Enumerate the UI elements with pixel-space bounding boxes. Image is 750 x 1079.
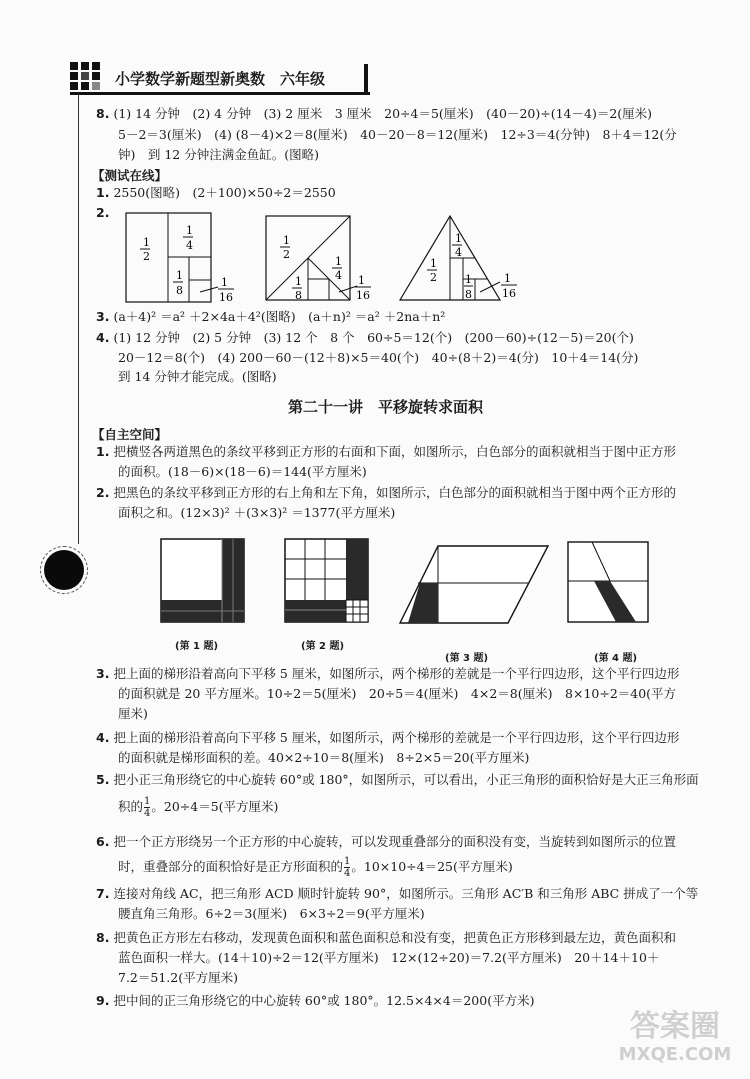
svg-text:16: 16 — [356, 289, 370, 302]
item1-line-2: 的面积。(18－6)×(18－6)＝144(平方厘米) — [118, 464, 367, 479]
svg-text:1: 1 — [455, 232, 462, 245]
figure-1-caption: (第 1 题) — [175, 641, 219, 652]
svg-text:1: 1 — [465, 273, 472, 286]
margin-circle-icon — [44, 550, 84, 590]
t2-figure-square-diagonal — [262, 212, 374, 304]
item9-line-1: 9. 把中间的正三角形绕它的中心旋转 60°或 180°。12.5×4×4＝200(平方米) — [96, 993, 535, 1008]
watermark-text: 答案圈 — [630, 1009, 720, 1044]
item8-line-1: 8. 把黄色正方形左右移动，发现黄色面积和蓝色面积总和没有变，把黄色正方形移到最左边，黄色面积和 — [96, 930, 676, 945]
t2-figure-rectangle — [125, 212, 237, 304]
item4-line-2: 的面积就是梯形面积的差。40×2÷10＝8(厘米) 8÷2×5＝20(平方厘米) — [118, 750, 530, 765]
test-heading: 【测试在线】 — [92, 168, 168, 183]
t1-line: 1. 2550(图略) (2＋100)×50÷2＝2550 — [96, 185, 336, 200]
svg-text:1: 1 — [335, 255, 342, 268]
watermark — [610, 1010, 740, 1072]
item6-line-1: 6. 把一个正方形绕另一个正方形的中心旋转，可以发现重叠部分的面积没有变，当旋转到如图所示的位置 — [96, 834, 676, 849]
t3-line: 3. (a＋4)² ＝a² ＋2×4a＋4²(图略) (a＋n)² ＝a² ＋2na＋n² — [96, 309, 446, 324]
item5-line-2: 积的 $\frac{1}{4}$ 。20÷4＝5(平方厘米) — [118, 796, 279, 819]
figure-4-caption: (第 4 题) — [594, 653, 638, 664]
item4-line-1: 4. 把上面的梯形沿着高向下平移 5 厘米，如图所示，两个梯形的差就是一个平行四边形，这个平行四边形 — [96, 730, 680, 745]
svg-text:4: 4 — [455, 246, 462, 259]
svg-text:1: 1 — [176, 269, 183, 282]
svg-text:4: 4 — [335, 269, 342, 282]
t4-line-3: 到 14 分钟才能完成。(图略) — [118, 369, 277, 384]
item8-line-2: 蓝色面积一样大。(14＋10)÷2＝12(平方厘米) 12×(12÷20)＝7.2(平方厘米) 20＋14＋10＋ — [118, 950, 660, 965]
q8-line-2: 5－2＝3(厘米) (4) (8－4)×2＝8(厘米) 40－20－8＝12(厘米) 12÷3＝4(分钟) 8＋4＝12(分 — [118, 127, 677, 142]
svg-text:16: 16 — [502, 287, 516, 300]
svg-text:1: 1 — [283, 234, 290, 247]
item3-line-2: 的面积就是 20 平方厘米。10÷2＝5(厘米) 20÷5＝4(厘米) 4×2＝8(厘米) 8×10÷2＝40(平方 — [118, 686, 677, 701]
svg-text:1: 1 — [295, 275, 302, 288]
t4-line-2: 20－12＝8(个) (4) 200－60－(12＋8)×5＝40(个) 40÷(8＋2)＝4(分) 10＋4＝14(分) — [118, 350, 639, 365]
figure-3-caption: (第 3 题) — [445, 653, 489, 664]
figure-2-caption: (第 2 题) — [301, 641, 345, 652]
svg-text:8: 8 — [176, 284, 183, 297]
item6-line-2: 时，重叠部分的面积恰好是正方形面积的 $\frac{1}{4}$ 。10×10÷4＝25(平方厘米) — [118, 856, 513, 879]
svg-text:8: 8 — [295, 289, 302, 302]
left-margin-rule — [78, 94, 79, 544]
q8-line-1: 8. (1) 14 分钟 (2) 4 分钟 (3) 2 厘米 3 厘米 20÷4＝5(厘米) (40－20)÷(14－4)＝2(厘米) — [96, 106, 653, 121]
svg-text:8: 8 — [465, 288, 472, 301]
svg-text:1: 1 — [430, 257, 437, 270]
item8-line-3: 7.2＝51.2(平方厘米) — [118, 970, 238, 985]
item5-line-1: 5. 把小正三角形绕它的中心旋转 60°或 180°，如图所示，可以看出，小正三角形的面积恰好是大正三角形面 — [96, 772, 699, 787]
t4-line-1: 4. (1) 12 分钟 (2) 5 分钟 (3) 12 个 8 个 60÷5＝12(个) (200－60)÷(12－5)＝20(个) — [96, 330, 634, 345]
item2-line-1: 2. 把黑色的条纹平移到正方形的右上角和左下角，如图所示，白色部分的面积就相当于图中两个正方形的 — [96, 485, 676, 500]
header-logo-icon — [70, 62, 102, 90]
svg-text:2: 2 — [283, 248, 290, 261]
t2-num: 2. — [96, 205, 110, 220]
item2-line-2: 面积之和。(12×3)² ＋(3×3)² ＝1377(平方厘米) — [118, 505, 396, 520]
q8-line-3: 钟) 到 12 分钟注满金鱼缸。(图略) — [118, 147, 319, 162]
header-vertical-bar — [364, 64, 368, 94]
svg-text:2: 2 — [430, 271, 437, 284]
svg-text:2: 2 — [143, 250, 150, 263]
item3-line-1: 3. 把上面的梯形沿着高向下平移 5 厘米，如图所示，两个梯形的差就是一个平行四边形，这个平行四边形 — [96, 666, 680, 681]
svg-text:1: 1 — [143, 236, 150, 249]
one-quarter-fraction: $\frac{1}{4}$ — [344, 856, 351, 879]
svg-text:16: 16 — [219, 291, 233, 304]
figure-4 — [566, 540, 650, 626]
header-rule — [70, 92, 370, 95]
item1-line-1: 1. 把横竖各两道黑色的条纹平移到正方形的右面和下面，如图所示，白色部分的面积就相当于图中正方形 — [96, 444, 676, 459]
figure-3 — [398, 543, 550, 625]
t2-figure-triangle — [398, 212, 520, 304]
watermark-url: MXQE.COM — [618, 1044, 732, 1065]
figure-2 — [284, 538, 370, 624]
item7-line-1: 7. 连接对角线 AC，把三角形 ACD 顺时针旋转 90°，如图所示。三角形 AC′B 和三角形 ABC 拼成了一个等 — [96, 886, 699, 901]
item7-line-2: 腰直角三角形。6÷2＝3(厘米) 6×3÷2＝9(平方厘米) — [118, 906, 425, 921]
item3-line-3: 厘米) — [118, 706, 148, 721]
figure-1 — [160, 538, 246, 624]
svg-text:1: 1 — [504, 272, 511, 285]
header-title: 小学数学新题型新奥数 六年级 — [115, 70, 326, 88]
one-quarter-fraction: $\frac{1}{4}$ — [144, 796, 151, 819]
svg-text:1: 1 — [358, 274, 365, 287]
space-heading: 【自主空间】 — [92, 427, 168, 442]
svg-text:4: 4 — [186, 239, 193, 252]
lecture-title: 第二十一讲 平移旋转求面积 — [288, 398, 484, 416]
svg-text:1: 1 — [186, 224, 193, 237]
svg-text:1: 1 — [221, 276, 228, 289]
